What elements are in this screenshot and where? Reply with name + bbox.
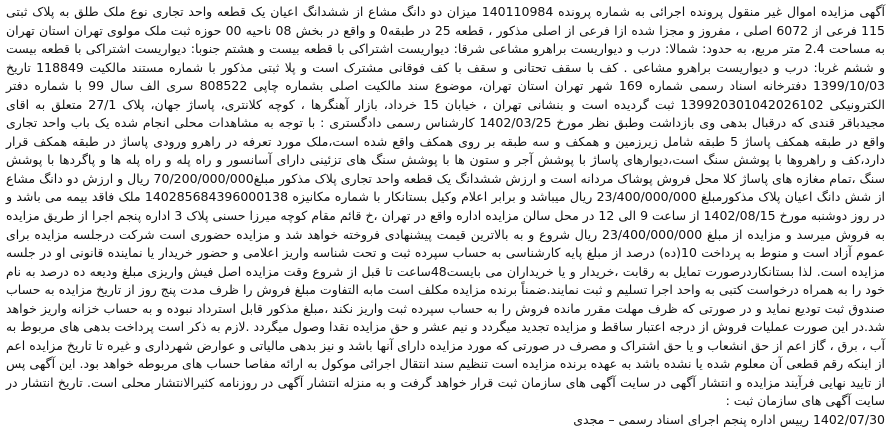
notice-body-text: آگهی مزایده اموال غیر منقول پرونده اجرائی به شماره پرونده 140110984 میزان دو دانگ مشاع از ششدانگ اعیان یک قطعه واحد تجاری نوع ملک طلق به پلاک ثبتی 115 فرعی از 6072 اصلی ، مفروز و مجزا شده ازا فرعی از اصلی مذکور ، قطعه 25 در طبقه0 و واقع در بخش 08 ناحیه 00 حوزه ثبت ملک مولوی تهران استان تهران به مساحت 2.4 متر مربع، به حدود: شمالا: درب و دیواریست براهرو مشاعی شرقا: دیواریست اشتراکی با قطعه بیست و هشتم جنوبا: دیواریست اشتراکی با قطعه بیست و ششم غربا: درب و دیواریست براهرو مشاعی . کف با سقف تحتانی و سقف با کف فوقانی مشترک است و پلا ثبتی مذکور با شماره مستند مالکیت 118849 تاریخ 1399/10/03 دفترخانه اسناد رسمی شماره 169 شهر تهران استان تهران، موضوع سند مالکیت اصلی بشماره چاپی 808522 سری الف سال 99 با شماره دفتر الکترونیکی 139920301042026102 ثبت گردیده است و بنشانی تهران ، خیابان 15 خرداد، بازار آهنگرها ، کوچه کلانتری، پاساژ جهان، پلاک 27/1 متعلق به اقای مجیدباقر قندی که درقبال بدهی وی بازداشت وطبق نظر مورخ 1402/03/25 کارشناس رسمی دادگستری : با توجه به مشاهدات محلی انجام شده یک باب واحد تجاری واقع در طبقه همکف پاساژ 5 طبقه شامل زیرزمین و همکف و سه طبقه بر روی همکف واقع شده است،ملک مورد تعرفه در راهرو ورودی پاساژ در طبقه همکف قرار دارد،کف و راهروها با پوشش سنگ است،دیوارهای پاساژ با پوشش آجر و ستون ها با پوشش سنگ های تزئینی دارای آسانسور و راه پله و راه پله ها و پاگردها با پوشش سنگ ،تمام مغازه های پاساژ کلا محل فروش پوشاک مردانه است و ارزش ششدانگ یک قطعه واحد تجاری پلاک مذکور مبلغ70/200/000/000 ریال و ارزش دو دانگ مشاع از شش دانگ اعیان پلاک مذکورمبلغ 23/400/000/000 ریال میباشد و برابر اعلام وکیل بستانکار با شماره مکانیزه 140285684396000138 ملک فاقد بیمه می باشد و در روز دوشنبه مورخ 1402/08/15 از ساعت 9 الی 12 در محل سالن مزایده اداره واقع در تهران ،خ قائم مقام کوچه میرزا حسنی پلاک 3 اداره پنجم اجرا از طریق مزایده به فروش میرسد و مزایده از مبلغ 23/400/000/000 ریال شروع و به بالاترین قیمت پیشنهادی فروخته خواهد شد و مزایده حضوری است شرکت درجلسه مزایده برای عموم آزاد است و منوط به پرداخت 10(ده) درصد از مبلغ پایه کارشناسی به حساب سپرده ثبت و تحت شناسه واریز اعلامی و حضور خریدار یا نماینده قانونی او در جلسه مزایده است. لذا بستانکاردرصورت تمایل به رقابت ،خریدار و یا خریداران می بایست48ساعت تا قبل از شروع وقت مزایده اصل فیش واریزی مبلغ ودیعه ده درصد به نام خود را به همراه درخواست کتبی به واحد اجرا تسلیم و ثبت نمایند.ضمناً برنده مزایده مکلف است مابه التفاوت مبلغ فروش را ظرف مدت پنج روز از تاریخ مزایده به حساب صندوق ثبت تودیع نماید و در صورتی که ظرف مهلت مقرر مانده فروش را به حساب سپرده ثبت واریز نکند ،مبلغ مذکور قابل استرداد نبوده و به حساب خزانه واریز خواهد شد.در این صورت عملیات فروش از درجه اعتبار ساقط و مزایده تجدید میگردد و نیم عشر و حق مزایده نقدا وصول میگردد .لازم به ذکر است پرداخت بدهی های مربوط به آب ، برق ، گاز اعم از حق انشعاب و یا حق اشتراک و مصرف در صورتی که مورد مزایده دارای آنها باشد و نیز بدهی مالیاتی و عوارض شهرداری و غیره تا تاریخ مزایده اعم از اینکه رقم قطعی آن معلوم شده یا نشده باشد به عهده برنده مزایده است تنظیم سند انتقال اجرائی موکول به ارائه مفاصا حساب های مربوطه خواهد بود. این آگهی پس از تایید نهایی فرآیند مزایده و انتشار آگهی در سایت آگهی های سازمان ثبت قرار خواهد گرفت و به منزله انتشار آگهی در روزنامه کثیرالانتشار محلی است. تاریخ انتشار در سایت آگهی های سازمان ثبت : [6, 4, 886, 409]
auction-notice [2, 2, 891, 429]
notice-signature-line: 1402/07/30 رییس اداره پنجم اجرای اسناد رسمی – مجدی [573, 412, 885, 428]
